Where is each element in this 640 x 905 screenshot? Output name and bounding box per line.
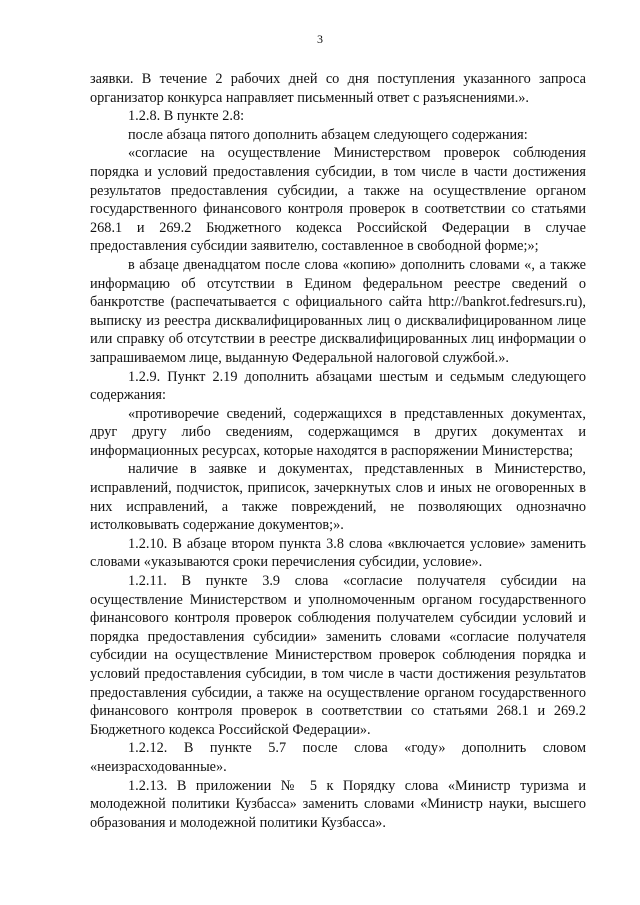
paragraph-corrections: наличие в заявке и документах, представленных в Министерство, исправлений, подчисток, приписок, зачеркнутых слов и иных не оговоренных в них исправлений, а также повреждений, не позволяющих однозначно истолковывать содержание документов;». — [90, 461, 586, 534]
paragraph-after-fifth: после абзаца пятого дополнить абзацем следующего содержания: — [128, 126, 528, 143]
paragraph-continuation: заявки. В течение 2 рабочих дней со дня поступления указанного запроса организатор конкурса направляет письменный ответ с разъяснениями.». — [90, 71, 586, 106]
paragraph-consent-quote: «согласие на осуществление Министерством проверок соблюдения порядка и условий предоставления субсидии, в том числе в части достижения результатов предоставления субсидии, а также на осуществление органом государственного финансового контроля проверок в соответствии со статьями 268.1 и 269.2 Бюджетного кодекса Российской Федерации в случае предоставления субсидии заявителю, составленное в свободной форме;»; — [90, 145, 586, 255]
paragraph-item-1-2-8: 1.2.8. В пункте 2.8: — [128, 108, 245, 125]
paragraph-item-1-2-13: 1.2.13. В приложении № 5 к Порядку слова «Министр туризма и молодежной политики Кузбасса» заменить словами «Министр науки, высшего образования и молодежной политики Кузбасса». — [90, 777, 586, 831]
document-body — [90, 70, 586, 832]
paragraph-item-1-2-12: 1.2.12. В пункте 5.7 после слова «году» дополнить словом «неизрасходованные». — [90, 740, 586, 775]
paragraph-contradiction-quote: «противоречие сведений, содержащихся в представленных документах, друг другу либо сведениям, содержащимся в других документах и информационных ресурсах, которые находятся в распоряжении Министерства; — [90, 405, 586, 459]
paragraph-item-1-2-9: 1.2.9. Пункт 2.19 дополнить абзацами шестым и седьмым следующего содержания: — [90, 368, 586, 404]
paragraph-twelfth-abzac: в абзаце двенадцатом после слова «копию» дополнить словами «, а также информацию об отсутствии в Едином федеральном реестре сведений о банкротстве (распечатывается с официального сайта http://bankrot.fedresurs.ru), выписку из реестра дисквалифицированных лиц о дисквалифицированном лице или справку об отсутствии в реестре дисквалифицированных лиц информации о запрашиваемом лице, выданную Федеральной налоговой службой.». — [90, 256, 586, 366]
page-number: 3 — [317, 32, 323, 46]
paragraph-item-1-2-11: 1.2.11. В пункте 3.9 слова «согласие получателя субсидии на осуществление Министерством и уполномоченным органом государственного финансового контроля проверок соблюдения получателем субсидии условий и порядка предоставления субсидии» заменить словами «согласие получателя субсидии на осуществление Министерством проверок соблюдения порядка и условий предоставления субсидии, в том числе в части достижения результатов предоставления субсидии, а также на осуществление органом государственного финансового контроля проверок в соответствии со статьями 268.1 и 269.2 Бюджетного кодекса Российской Федерации». — [90, 573, 586, 738]
paragraph-item-1-2-10: 1.2.10. В абзаце втором пункта 3.8 слова «включается условие» заменить словами «указываются сроки перечисления субсидии, условие». — [90, 535, 586, 571]
